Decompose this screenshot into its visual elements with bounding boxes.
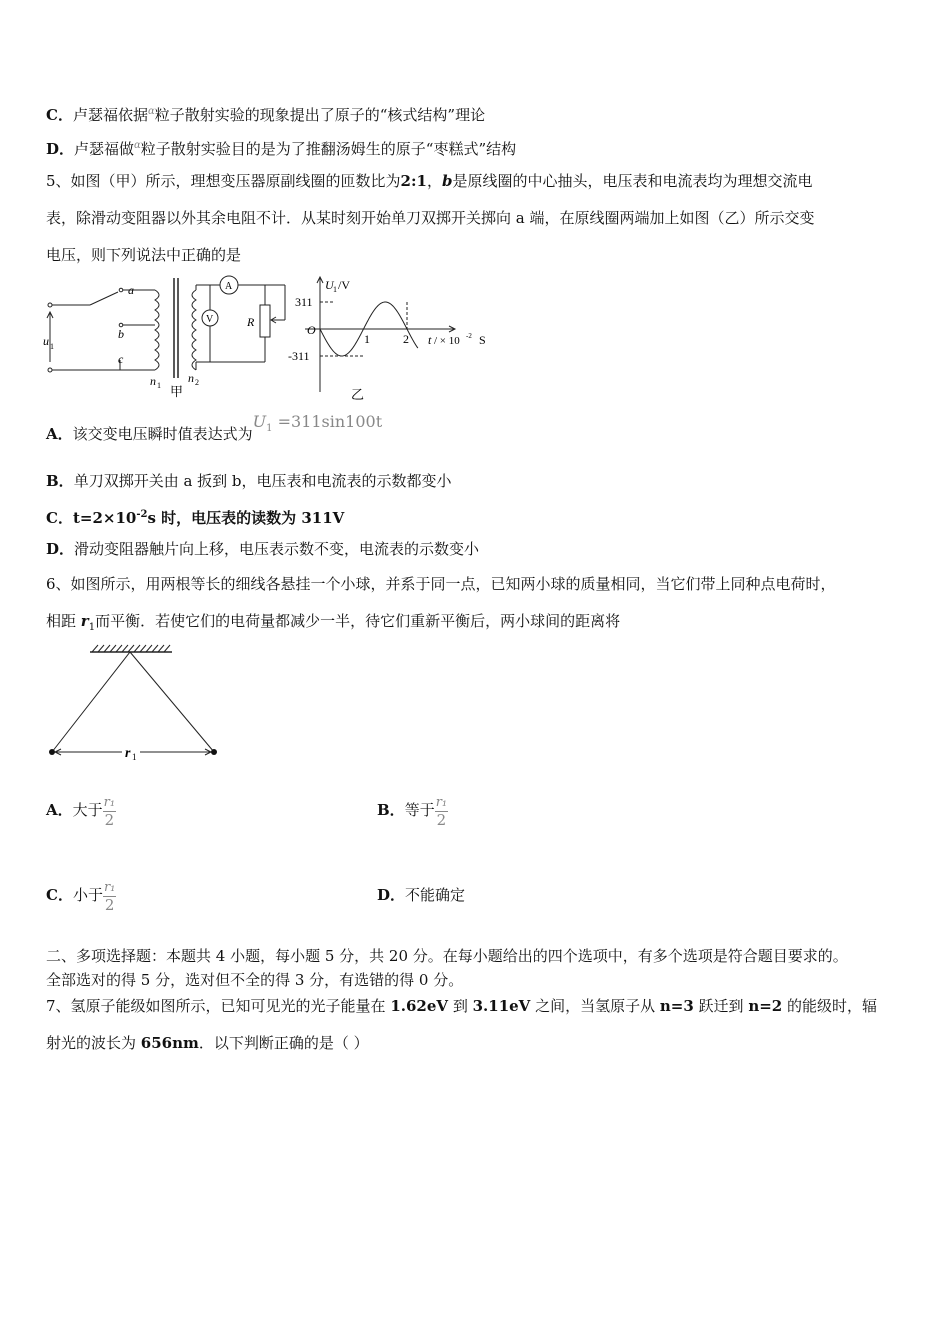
n1-subscript: 1 [157, 381, 161, 390]
resistor-label: R [247, 315, 255, 329]
graph-origin: O [307, 323, 316, 337]
q4-option-c: C．卢瑟福依据$^\alpha$粒子散射实验的现象提出了原子的“核式结构”理论 [46, 106, 486, 124]
fraction-r1-over-2: $\frac{\text{r₁}}{2}$ [435, 794, 448, 829]
q6-figure-pendulums [44, 642, 224, 767]
graph-ylabel: U [325, 278, 334, 292]
graph-tick-2: 2 [403, 332, 409, 346]
q6-option-c: C．小于 $\frac{\text{r₁}}{2}$ [46, 879, 116, 914]
q5-option-d: D．滑动变阻器触片向上移，电压表示数不变，电流表的示数变小 [46, 540, 480, 558]
terminal-b-label: b [118, 327, 124, 341]
q5-option-a: A．该交变电压瞬时值表达式为$U_1 =311\sin 100t$ [46, 412, 383, 443]
q6-stem-line1: 6、如图所示，用两根等长的细线各悬挂一个小球，并系于同一点，已知两小球的质量相同，当它们带上同种点电荷时， [46, 575, 836, 593]
q5-figure-voltage-graph [285, 272, 500, 402]
q5-option-c: C．$t=2\times 10^{-2}s$ 时，电压表的读数为 311V [46, 509, 345, 527]
left-ball [49, 749, 55, 755]
n2-subscript: 2 [195, 378, 199, 387]
q7-stem-line2: 射光的波长为 656nm．以下判断正确的是（ ） [46, 1034, 369, 1052]
q7-stem-line1: 7、氢原子能级如图所示，已知可见光的光子能量在 1.62eV 到 3.11eV 之间，当氢原子从 n=3 跃迁到 n=2 的能级时，辐 [46, 997, 878, 1015]
q5-formula: $U_1 =311\sin 100t$ [252, 412, 383, 435]
terminal-c-label: c [118, 352, 124, 366]
graph-tick-1: 1 [364, 332, 370, 346]
q6-option-b: B．等于 $\frac{\text{r₁}}{2}$ [377, 794, 448, 829]
q5-figure-transformer [40, 270, 300, 400]
graph-xexp: -2 [466, 332, 472, 340]
q5-option-b: B．单刀双掷开关由 a 扳到 b，电压表和电流表的示数都变小 [46, 472, 452, 490]
voltmeter-label: V [206, 314, 214, 325]
q5-stem-line1: 5、如图（甲）所示，理想变压器原副线圈的匝数比为2:1，b是原线圈的中心抽头，电压表和电流表均为理想交流电 [46, 172, 813, 190]
right-ball [211, 749, 217, 755]
section2-instructions-line2: 全部选对的得 5 分，选对但不全的得 3 分，有选错的得 0 分。 [46, 971, 464, 989]
q6-option-d: D．不能确定 [377, 886, 466, 904]
distance-r1-label: r [125, 746, 131, 761]
figure-jia-caption: 甲 [170, 384, 184, 399]
u1-label: u [43, 334, 49, 348]
q6-stem-line2: 相距 $r_1$而平衡．若使它们的电荷量都减少一半，待它们重新平衡后，两小球间的距离将 [46, 612, 621, 633]
figure-yi-caption: 乙 [351, 387, 365, 402]
graph-y-bottom: -311 [288, 349, 310, 363]
n2-label: n [188, 371, 194, 385]
q4-option-d: D．卢瑟福做$^\alpha$粒子散射实验目的是为了推翻汤姆生的原子“枣糕式”结构 [46, 140, 517, 158]
fraction-r1-over-2: $\frac{\text{r₁}}{2}$ [103, 879, 116, 914]
q5-stem-line2: 表，除滑动变阻器以外其余电阻不计．从某时刻开始单刀双掷开关掷向 a 端，在原线圈两端加上如图（乙）所示交变 [46, 209, 815, 227]
graph-ylabel-sub: 1 [333, 285, 337, 294]
section2-instructions-line1: 二、多项选择题：本题共 4 小题，每小题 5 分，共 20 分。在每小题给出的四个选项中，有多个选项是符合题目要求的。 [46, 947, 848, 965]
u1-subscript: 1 [50, 342, 54, 351]
graph-y-top: 311 [295, 295, 313, 309]
graph-xunit: / × 10 [434, 335, 460, 347]
q5-stem-line3: 电压，则下列说法中正确的是 [46, 246, 242, 264]
graph-xunit-s: S [479, 333, 486, 347]
distance-r1-sub: 1 [132, 752, 137, 762]
terminal-a-label: a [128, 283, 134, 297]
n1-label: n [150, 374, 156, 388]
ammeter-label: A [225, 281, 233, 292]
graph-xlabel: t [428, 333, 432, 347]
fraction-r1-over-2: $\frac{\text{r₁}}{2}$ [103, 794, 116, 829]
graph-ylabel-unit: /V [338, 278, 350, 292]
q6-option-a: A．大于 $\frac{\text{r₁}}{2}$ [46, 794, 116, 829]
